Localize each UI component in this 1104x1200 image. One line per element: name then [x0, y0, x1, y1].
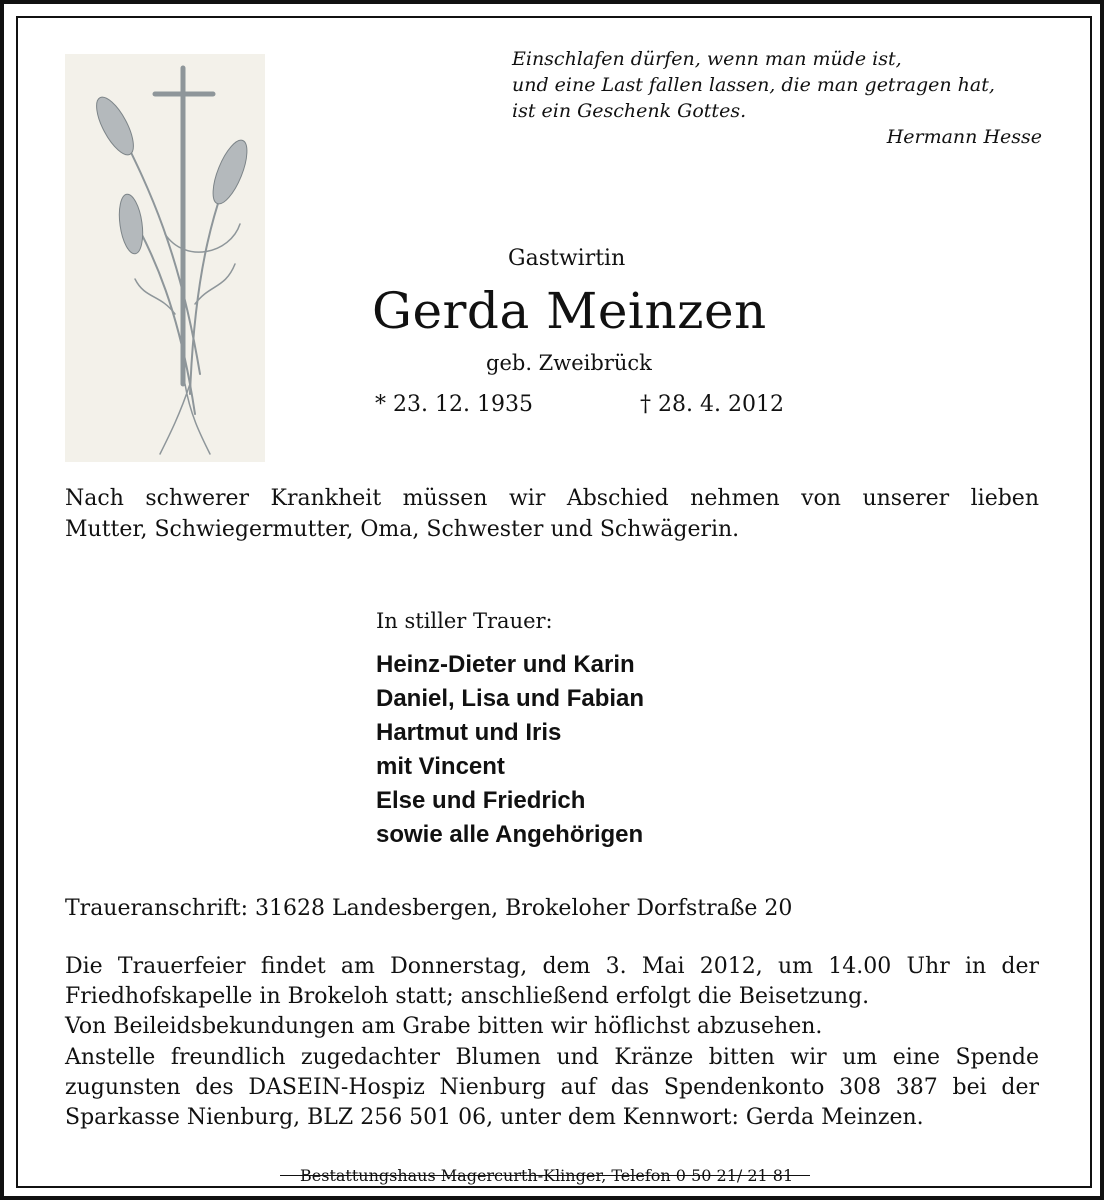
mourner-name: mit Vincent	[376, 753, 505, 780]
mourner-name: Daniel, Lisa und Fabian	[376, 685, 645, 712]
mourning-address: Traueranschrift: 31628 Landesbergen, Brokeloher Dorfstraße 20	[65, 896, 793, 921]
condolence-line: Von Beileidsbekundungen am Grabe bitten wir höflichst abzusehen.	[65, 1014, 823, 1039]
intro-line: Mutter, Schwiegermutter, Oma, Schwester und Schwägerin.	[65, 517, 740, 542]
mourner-name: Heinz-Dieter und Karin	[376, 651, 635, 678]
occupation: Gastwirtin	[508, 246, 626, 271]
donation-notice	[65, 1043, 1039, 1133]
donation-line: Anstelle freundlich zugedachter Blumen und Kränze bitten wir um eine Spende	[65, 1045, 1039, 1070]
funeral-home-footer: Bestattungshaus Magercurth-Klinger, Telefon 0 50 21/ 21 81	[300, 1166, 794, 1185]
birth-date: * 23. 12. 1935	[375, 392, 533, 417]
cross-with-wheat-icon	[65, 54, 265, 462]
mourners-list	[376, 648, 644, 852]
maiden-name: geb. Zweibrück	[486, 351, 652, 375]
ceremony-line: Friedhofskapelle in Brokeloh statt; anschließend erfolgt die Beisetzung.	[65, 984, 870, 1009]
quote-line: ist ein Geschenk Gottes.	[512, 100, 747, 122]
mourner-name: sowie alle Angehörigen	[376, 821, 644, 848]
donation-line: Sparkasse Nienburg, BLZ 256 501 06, unter dem Kennwort: Gerda Meinzen.	[65, 1105, 924, 1130]
mourner-name: Hartmut und Iris	[376, 719, 562, 746]
quote-author: Hermann Hesse	[886, 126, 1042, 148]
intro-line: Nach schwerer Krankheit müssen wir Abschied nehmen von unserer lieben	[65, 486, 1039, 511]
deceased-name: Gerda Meinzen	[372, 282, 767, 340]
intro-text	[65, 483, 1039, 545]
hesse-quote	[512, 46, 1042, 150]
ceremony-line: Die Trauerfeier findet am Donnerstag, dem 3. Mai 2012, um 14.00 Uhr in der	[65, 954, 1039, 979]
condolence-note	[65, 1012, 1039, 1042]
donation-line: zugunsten des DASEIN-Hospiz Nienburg auf das Spendenkonto 308 387 bei der	[65, 1075, 1039, 1100]
mourner-name: Else und Friedrich	[376, 787, 586, 814]
ceremony-notice	[65, 952, 1039, 1012]
mourning-label: In stiller Trauer:	[376, 609, 553, 633]
quote-line: Einschlafen dürfen, wenn man müde ist,	[512, 48, 902, 70]
death-date: † 28. 4. 2012	[640, 392, 784, 417]
quote-line: und eine Last fallen lassen, die man getragen hat,	[512, 74, 995, 96]
